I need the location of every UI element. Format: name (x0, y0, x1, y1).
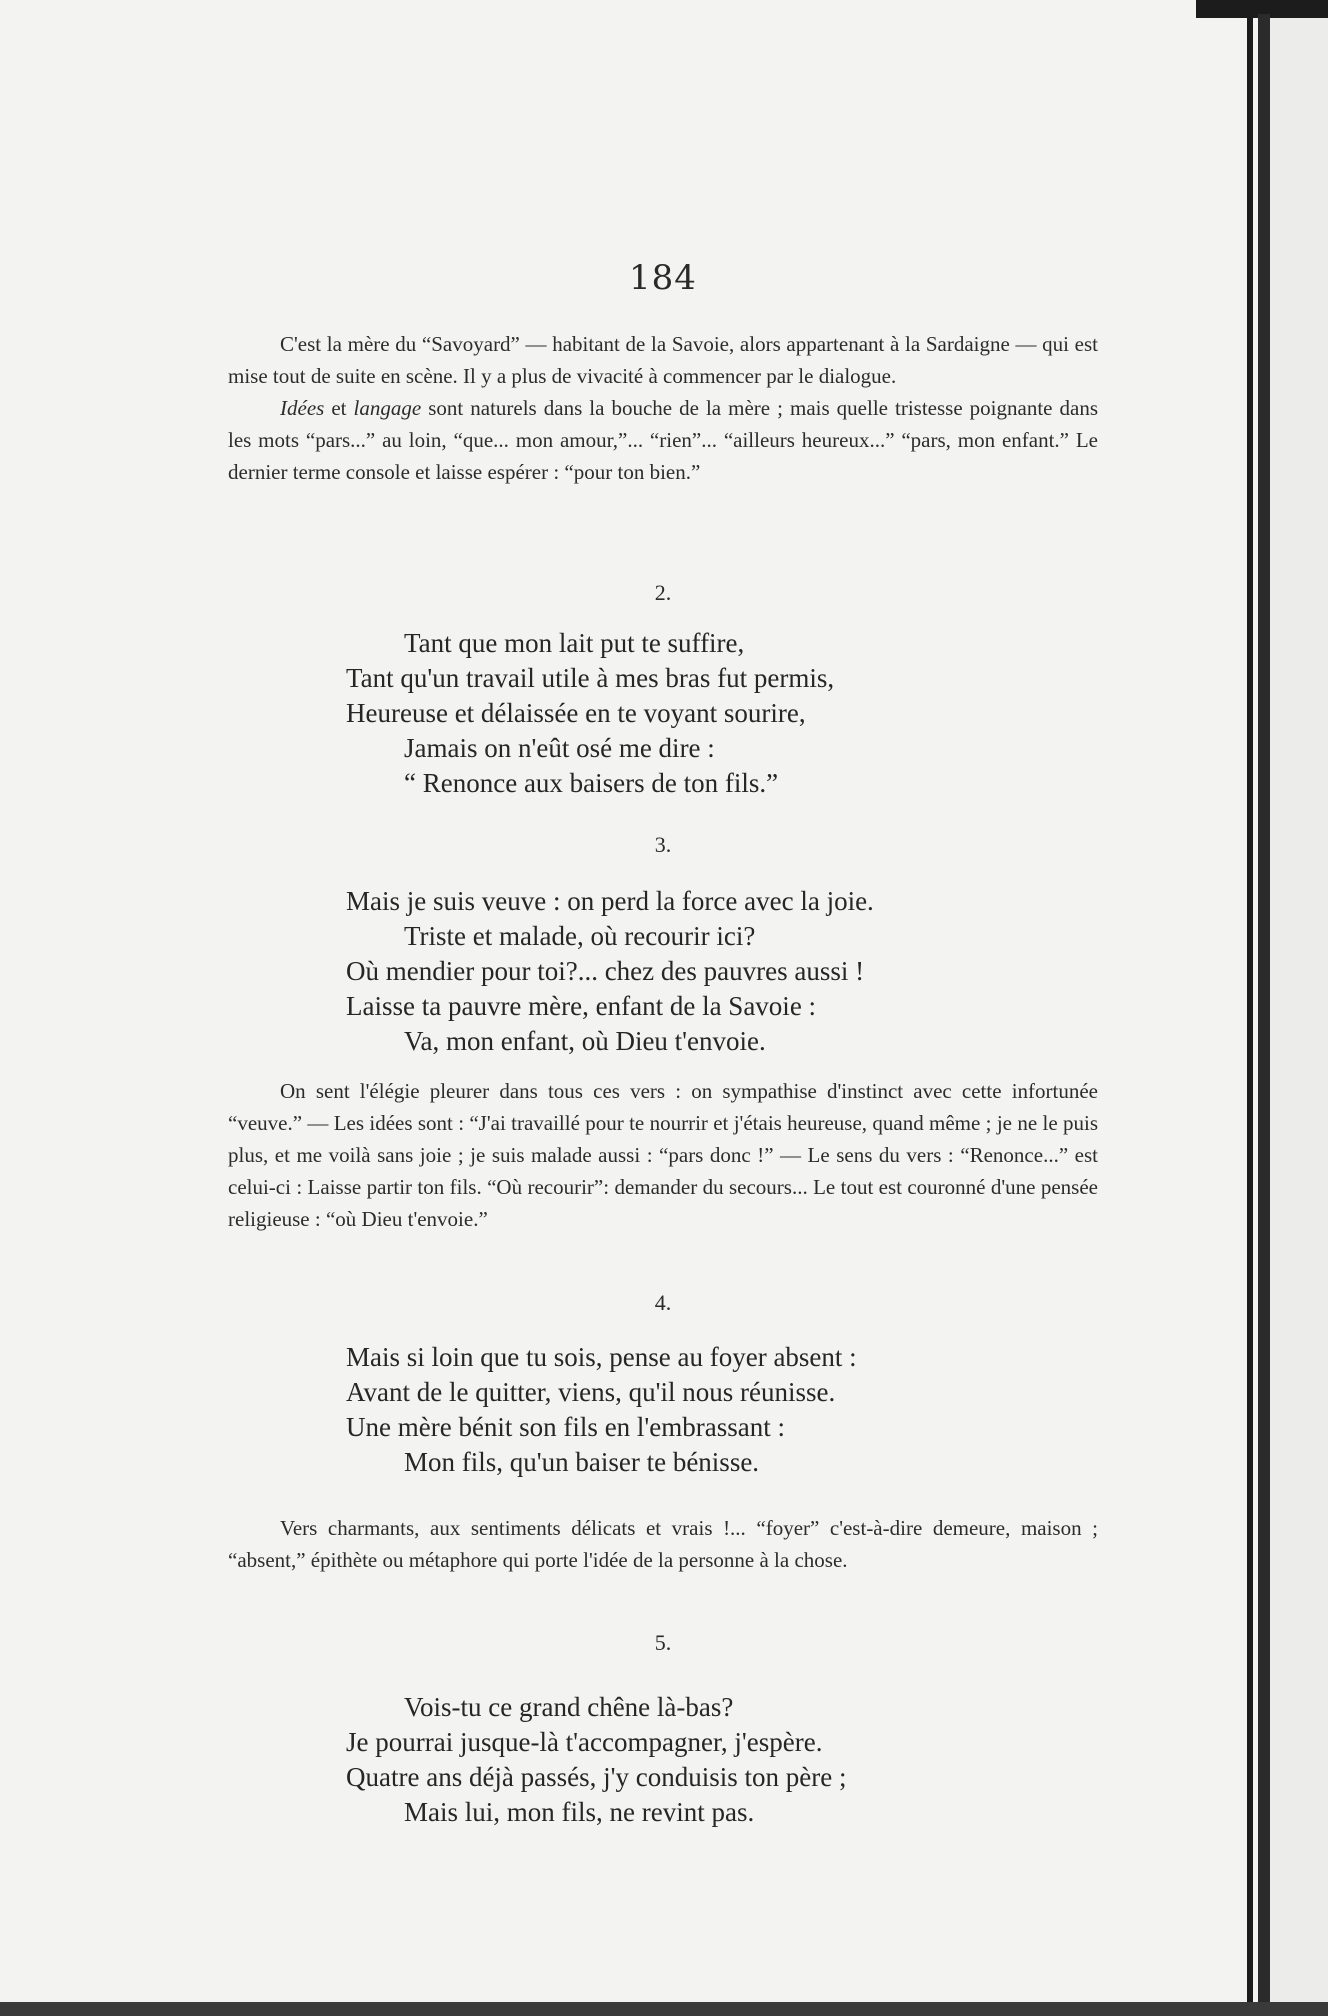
stanza (346, 626, 1066, 801)
scan-border-line (1247, 0, 1253, 2016)
stanza (346, 884, 1066, 1059)
intro-commentary (228, 328, 1098, 488)
verse-line: Je pourrai jusque-là t'accompagner, j'espère. (346, 1727, 823, 1757)
text-run: et (324, 396, 354, 420)
verse-line: Triste et malade, où recourir ici? (404, 921, 756, 951)
commentary-paragraph: Vers charmants, aux sentiments délicats et vrais !... “foyer” c'est-à-dire demeure, maison ; “absent,” épithète ou métaphore qui porte l'idée de la personne à la chose. (228, 1516, 1098, 1572)
text-run: sont naturels dans la bouche de la mère ; mais quelle tristesse poignante dans les mots “pars...” au loin, “que... mon amour,”... “rien”... “ailleurs heureux...” “pars, mon enfant.” Le dernier terme console et laisse espérer : “pour ton bien.” (228, 396, 1099, 484)
verse-line: Tant qu'un travail utile à mes bras fut permis, (346, 663, 835, 693)
stanza-number: 4. (654, 1290, 672, 1315)
scan-border-bottom (0, 2002, 1328, 2016)
commentary-paragraph (228, 392, 1098, 488)
verse-line: Mais je suis veuve : on perd la force avec la joie. (346, 886, 874, 916)
page-number: 184 (629, 258, 697, 298)
scan-margin-right (1270, 0, 1328, 2016)
italic-term: Idées (280, 396, 325, 420)
commentary-paragraph: On sent l'élégie pleurer dans tous ces vers : on sympathise d'instinct avec cette infortunée “veuve.” — Les idées sont : “J'ai travaillé pour te nourrir et j'étais heureuse, quand même ; je ne le puis plus, et me voilà sans joie ; je suis malade aussi : “pars donc !” — Le sens du vers : “Renonce...” est celui-ci : Laisse partir ton fils. “Où recourir”: demander du secours... Le tout est couronné d'une pensée religieuse : “où Dieu t'envoie.” (228, 1079, 1098, 1231)
verse-line: Mon fils, qu'un baiser te bénisse. (404, 1447, 760, 1477)
verse-line: Quatre ans déjà passés, j'y conduisis ton père ; (346, 1762, 847, 1792)
stanza (346, 1690, 1066, 1830)
scan-border-line-outer (1258, 14, 1270, 2016)
verse-line: Vois-tu ce grand chêne là-bas? (404, 1692, 734, 1722)
stanza-number: 3. (654, 832, 672, 857)
verse-line: Heureuse et délaissée en te voyant sourire, (346, 698, 806, 728)
commentary-paragraph: C'est la mère du “Savoyard” — habitant de la Savoie, alors appartenant à la Sardaigne — qui est mise tout de suite en scène. Il y a plus de vivacité à commencer par le dialogue. (228, 332, 1098, 388)
verse-line: Va, mon enfant, où Dieu t'envoie. (404, 1026, 766, 1056)
stanza-4-commentary (228, 1512, 1098, 1576)
verse-line: Jamais on n'eût osé me dire : (404, 733, 715, 763)
stanza-number: 2. (654, 580, 672, 605)
italic-term: langage (353, 396, 422, 420)
verse-line: Une mère bénit son fils en l'embrassant : (346, 1412, 786, 1442)
stanza (346, 1340, 1066, 1480)
verse-line: Mais lui, mon fils, ne revint pas. (404, 1797, 755, 1827)
verse-line: Où mendier pour toi?... chez des pauvres aussi ! (346, 956, 865, 986)
verse-line: Avant de le quitter, viens, qu'il nous réunisse. (346, 1377, 836, 1407)
stanza-number: 5. (654, 1630, 672, 1655)
verse-line: Laisse ta pauvre mère, enfant de la Savoie : (346, 991, 817, 1021)
stanza-3-commentary (228, 1075, 1098, 1235)
verse-line: “ Renonce aux baisers de ton fils.” (404, 768, 779, 798)
verse-line: Mais si loin que tu sois, pense au foyer absent : (346, 1342, 857, 1372)
verse-line: Tant que mon lait put te suffire, (404, 628, 745, 658)
